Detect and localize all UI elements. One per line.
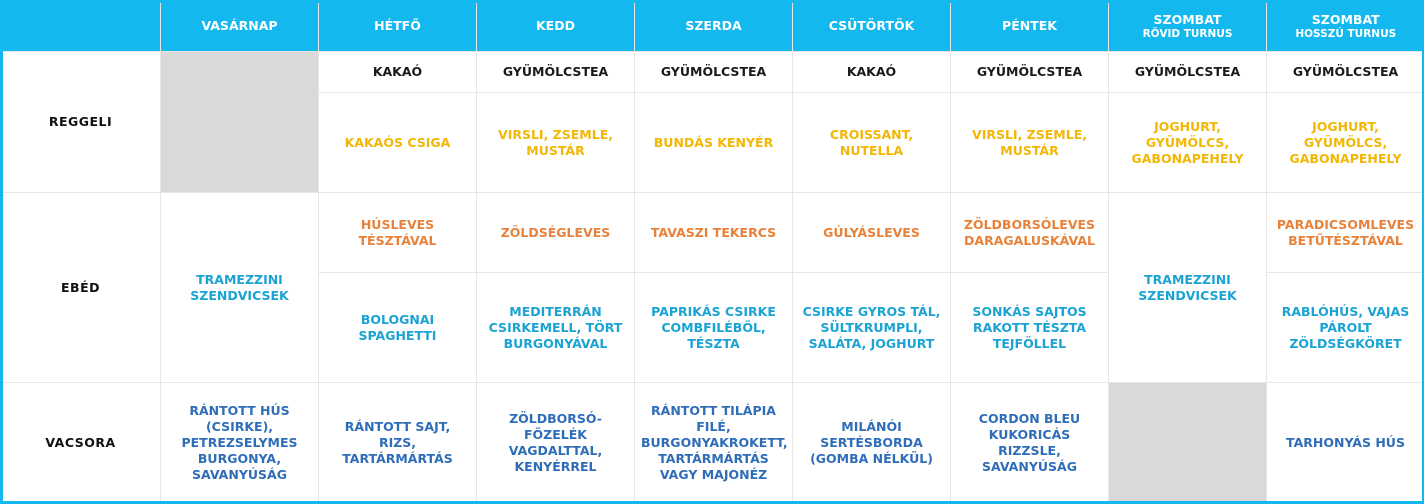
lunch-main: MEDITERRÁN CSIRKEMELL, TÖRT BURGONYÁVAL: [477, 273, 635, 383]
dinner-row: [1, 383, 1424, 504]
breakfast-food: BUNDÁS KENYÉR: [635, 93, 793, 193]
lunch-main: SONKÁS SAJTOS RAKOTT TÉSZTA TEJFÖLLEL: [951, 273, 1109, 383]
breakfast-food: KAKAÓS CSIGA: [319, 93, 477, 193]
dinner-item: RÁNTOTT HÚS (CSIRKE), PETREZSELYMES BURGONYA, SAVANYÚSÁG: [161, 383, 319, 504]
dinner-item: RÁNTOTT SAJT, RIZS, TARTÁRMÁRTÁS: [319, 383, 477, 504]
day-header-wednesday: SZERDA: [635, 1, 793, 52]
dinner-item: ZÖLDBORSÓ-FŐZELÉK VAGDALTTAL, KENYÉRREL: [477, 383, 635, 504]
breakfast-drink: KAKAÓ: [319, 52, 477, 93]
breakfast-drink: GYÜMÖLCSTEA: [477, 52, 635, 93]
meal-label-lunch: EBÉD: [1, 193, 161, 383]
breakfast-food: CROISSANT, NUTELLA: [793, 93, 951, 193]
lunch-main: CSIRKE GYROS TÁL, SÜLTKRUMPLI, SALÁTA, JOGHURT: [793, 273, 951, 383]
breakfast-food: VIRSLI, ZSEMLE, MUSTÁR: [477, 93, 635, 193]
dinner-item: TARHONYÁS HÚS: [1267, 383, 1424, 504]
day-header-sunday: VASÁRNAP: [161, 1, 319, 52]
day-header-friday: PÉNTEK: [951, 1, 1109, 52]
lunch-soup: ZÖLDBORSÓLEVES DARAGALUSKÁVAL: [951, 193, 1109, 273]
lunch-soup: PARADICSOMLEVES BETŰTÉSZTÁVAL: [1267, 193, 1424, 273]
lunch-soup: HÚSLEVES TÉSZTÁVAL: [319, 193, 477, 273]
empty-cell: [1109, 383, 1267, 504]
breakfast-food: JOGHURT, GYÜMÖLCS, GABONAPEHELY: [1267, 93, 1424, 193]
day-header-monday: HÉTFŐ: [319, 1, 477, 52]
day-header-tuesday: KEDD: [477, 1, 635, 52]
breakfast-drink: GYÜMÖLCSTEA: [1109, 52, 1267, 93]
day-subheader: HOSSZÚ TURNUS: [1273, 28, 1419, 41]
lunch-main: BOLOGNAI SPAGHETTI: [319, 273, 477, 383]
day-header-saturday-long: SZOMBAT HOSSZÚ TURNUS: [1267, 1, 1424, 52]
dinner-item: MILÁNÓI SERTÉSBORDA (GOMBA NÉLKÜL): [793, 383, 951, 504]
lunch-soup: GÚLYÁSLEVES: [793, 193, 951, 273]
meal-label-breakfast: REGGELI: [1, 52, 161, 193]
meal-label-dinner: VACSORA: [1, 383, 161, 504]
day-subheader: RÖVID TURNUS: [1115, 28, 1260, 41]
lunch-soup: TAVASZI TEKERCS: [635, 193, 793, 273]
empty-cell: [161, 52, 319, 193]
breakfast-drink: GYÜMÖLCSTEA: [635, 52, 793, 93]
lunch-soup: ZÖLDSÉGLEVES: [477, 193, 635, 273]
lunch-saturday-short: TRAMEZZINI SZENDVICSEK: [1109, 193, 1267, 383]
dinner-item: RÁNTOTT TILÁPIA FILÉ, BURGONYAKROKETT, TARTÁRMÁRTÁS VAGY MAJONÉZ: [635, 383, 793, 504]
breakfast-drink: GYÜMÖLCSTEA: [1267, 52, 1424, 93]
breakfast-drink: GYÜMÖLCSTEA: [951, 52, 1109, 93]
lunch-main: PAPRIKÁS CSIRKE COMBFILÉBŐL, TÉSZTA: [635, 273, 793, 383]
breakfast-food: JOGHURT, GYÜMÖLCS, GABONAPEHELY: [1109, 93, 1267, 193]
lunch-sunday: TRAMEZZINI SZENDVICSEK: [161, 193, 319, 383]
header-corner: [1, 1, 161, 52]
lunch-soup-row: [1, 193, 1424, 273]
dinner-item: CORDON BLEU KUKORICÁS RIZZSLE, SAVANYÚSÁG: [951, 383, 1109, 504]
breakfast-drink: KAKAÓ: [793, 52, 951, 93]
breakfast-drinks-row: [1, 52, 1424, 93]
day-header-thursday: CSÜTÖRTÖK: [793, 1, 951, 52]
breakfast-food: VIRSLI, ZSEMLE, MUSTÁR: [951, 93, 1109, 193]
lunch-main: RABLÓHÚS, VAJAS PÁROLT ZÖLDSÉGKÖRET: [1267, 273, 1424, 383]
day-header-saturday-short: SZOMBAT RÖVID TURNUS: [1109, 1, 1267, 52]
header-row: [1, 1, 1424, 52]
